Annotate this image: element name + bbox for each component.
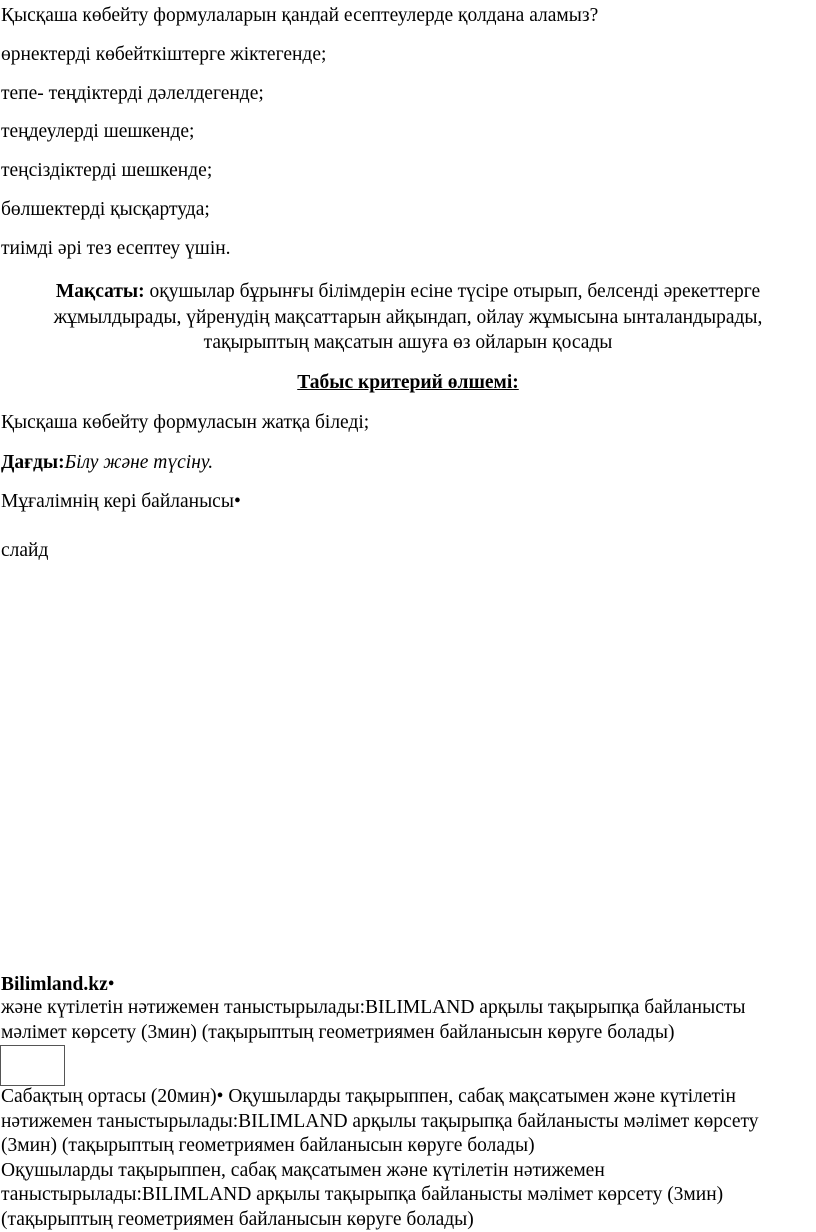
use-item: теңдеулерді шешкенде; bbox=[1, 121, 195, 142]
bullet-icon: • bbox=[107, 974, 115, 995]
middle-heading: Сабақтың ортасы (20мин) bbox=[1, 1086, 217, 1107]
goal-line: жұмылдырады, үйренудің мақсаттарын айқындап, ойлау жұмысына ынталандырады, bbox=[53, 307, 763, 328]
use-item: өрнектерді көбейткіштерге жіктегенде; bbox=[1, 44, 327, 65]
skill-label: Дағды: bbox=[1, 452, 65, 473]
feedback-text: Мұғалімнің кері байланысы bbox=[1, 491, 234, 512]
criteria-heading-text: Табыс критерий өлшемі: bbox=[297, 372, 519, 393]
criteria-heading bbox=[0, 370, 816, 396]
criteria-item: Қысқаша көбейту формуласын жатқа біледі; bbox=[1, 412, 370, 433]
question: Қысқаша көбейту формулаларын қандай есептеулерде қолдана аламыз? bbox=[1, 5, 599, 26]
text-line: және күтілетін нәтижемен таныстырылады:BILIMLAND арқылы тақырыпқа байланысты bbox=[1, 997, 746, 1018]
text-line: (тақырыптың геометриямен байланысын көруге болады) bbox=[1, 1208, 474, 1230]
text-line bbox=[1, 1085, 813, 1110]
bullet-icon: • bbox=[233, 491, 241, 512]
use-item: тиімді әрі тез есептеу үшін. bbox=[1, 238, 231, 259]
bilimland-text bbox=[1, 996, 813, 1045]
text-line: (3мин) (тақырыптың геометриямен байланысын көруге болады) bbox=[1, 1135, 535, 1156]
text-line: таныстырылады:BILIMLAND арқылы тақырыпқа байланысты мәлімет көрсету (3мин) bbox=[1, 1184, 724, 1205]
text-line: Оқушыларды тақырыппен, сабақ мақсатымен және күтілетін нәтижемен bbox=[1, 1159, 605, 1181]
text-line: мәлімет көрсету (3мин) (тақырыптың геометриямен байланысын көруге болады) bbox=[1, 1021, 675, 1043]
goal-label: Мақсаты: bbox=[55, 281, 145, 302]
skill-value: Білу және түсіну. bbox=[64, 452, 214, 473]
bilimland-title-text: Bilimland.kz bbox=[1, 974, 108, 995]
bullet-icon: • bbox=[216, 1086, 224, 1107]
use-item: теңсіздіктерді шешкенде; bbox=[1, 160, 213, 181]
goal-text: оқушылар бұрынғы білімдерін есіне түсіре отырып, белсенді әрекеттерге bbox=[144, 281, 761, 302]
middle-section bbox=[1, 1085, 813, 1232]
use-item: бөлшектерді қысқартуда; bbox=[1, 199, 210, 220]
empty-frame bbox=[0, 1045, 65, 1086]
middle-text: Оқушыларды тақырыппен, сабақ мақсатымен және күтілетін bbox=[223, 1086, 736, 1107]
bilimland-title bbox=[1, 972, 115, 998]
text-line: нәтижемен таныстырылады:BILIMLAND арқылы тақырыпқа байланысты мәлімет көрсету bbox=[1, 1110, 759, 1132]
goal-line: тақырыптың мақсатын ашуға өз ойларын қосады bbox=[203, 332, 613, 353]
goal-line bbox=[0, 279, 816, 305]
slide-label: слайд bbox=[1, 540, 49, 561]
skill-line bbox=[1, 450, 213, 476]
use-item: тепе- теңдіктерді дәлелдегенде; bbox=[1, 83, 264, 104]
feedback-line bbox=[1, 489, 241, 515]
